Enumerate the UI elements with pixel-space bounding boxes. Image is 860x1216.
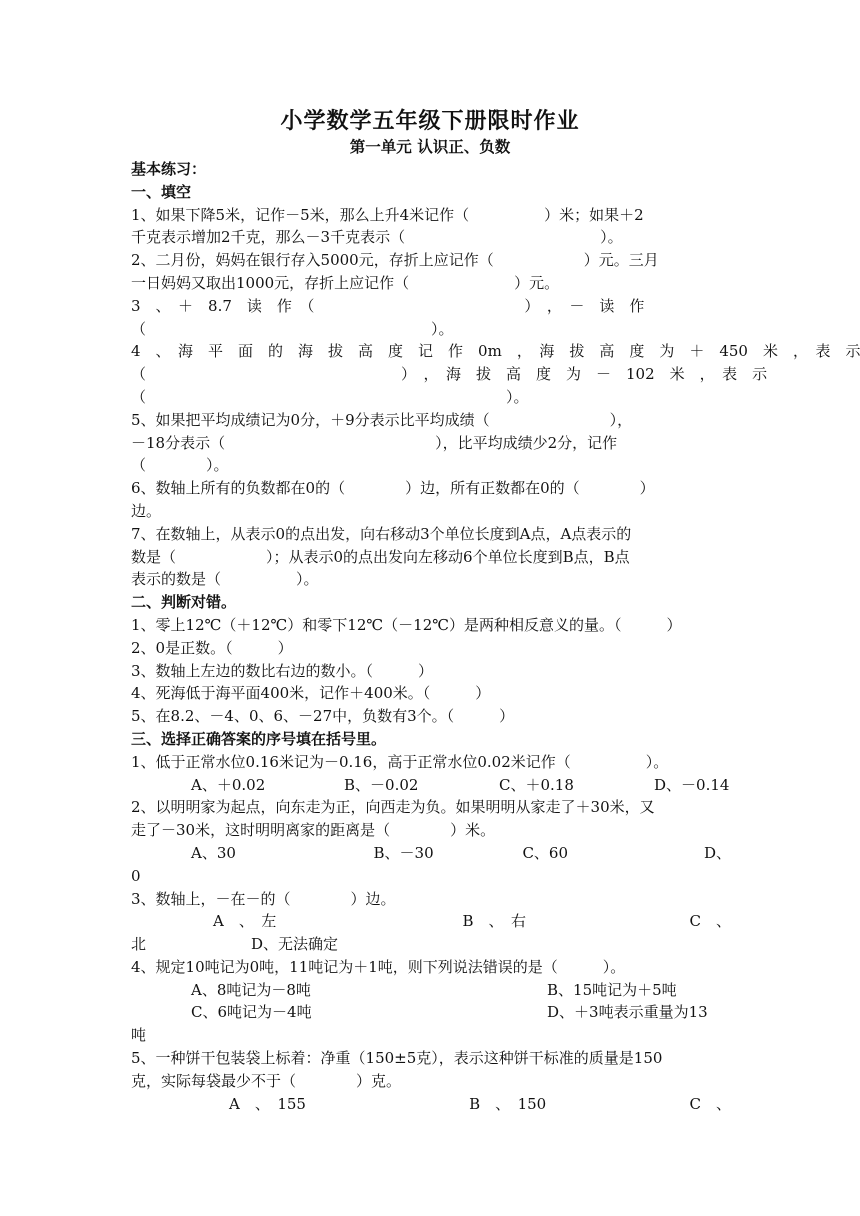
judge-item: 5、在8.2、－4、0、6、－27中，负数有3个。（ ） — [131, 707, 515, 726]
question-line: （ ） ， 海 拔 高 度 为 － 102 米 ， 表 示 — [131, 365, 768, 384]
question-line: 千克表示增加2千克，那么－3千克表示（ ）。 — [131, 228, 623, 247]
option-b: B、15吨记为＋5吨 — [547, 980, 677, 999]
question-line: 表示的数是（ ）。 — [131, 570, 319, 589]
basic-practice-label: 基本练习： — [131, 160, 207, 178]
option-d: D、＋3吨表示重量为13 — [547, 1003, 708, 1022]
option-b: B、－0.02 — [344, 775, 419, 794]
option-c: C、6吨记为－4吨 — [191, 1003, 312, 1022]
section-fill-blank-heading: 一、填空 — [131, 182, 192, 201]
options-row — [131, 842, 731, 865]
question-line: 克，实际每袋最少不于（ ）克。 — [131, 1071, 402, 1090]
options-row — [131, 1001, 731, 1024]
worksheet-content — [131, 158, 860, 1115]
question-line: 数是（ ）；从表示0的点出发向左移动6个单位长度到B点，B点 — [131, 547, 630, 566]
page-title: 小学数学五年级下册限时作业 — [280, 109, 580, 134]
options-row — [131, 910, 731, 933]
question-line: 2、以明明家为起点，向东走为正，向西走为负。如果明明从家走了＋30米，又 — [131, 798, 655, 817]
question-line: －18分表示（ ），比平均成绩少2分，记作 — [131, 433, 618, 452]
judge-item: 1、零上12℃（＋12℃）和零下12℃（－12℃）是两种相反意义的量。（ ） — [131, 615, 682, 634]
option-c-wrap: 北 — [131, 935, 147, 954]
option-b: B、－30 — [373, 843, 434, 862]
option-d: D、 — [703, 843, 731, 862]
options-row — [131, 1093, 731, 1116]
question-line: 5、如果把平均成绩记为0分，＋9分表示比平均成绩（ ）， — [131, 410, 633, 429]
option-b: B 、 右 — [462, 912, 527, 931]
question-line: 7、在数轴上，从表示0的点出发，向右移动3个单位长度到A点，A点表示的 — [131, 524, 632, 543]
question-line: 2、二月份，妈妈在银行存入5000元，存折上应记作（ ）元。三月 — [131, 251, 659, 270]
options-row — [131, 933, 731, 956]
question-line: 1、如果下降5米，记作－5米，那么上升4米记作（ ）米；如果＋2 — [131, 205, 644, 224]
question-line: 5、一种饼干包装袋上标着：净重（150±5克），表示这种饼干标准的质量是150 — [131, 1049, 663, 1068]
option-a: A 、 155 — [229, 1094, 306, 1113]
option-a: A、30 — [191, 843, 236, 862]
judge-item: 3、数轴上左边的数比右边的数小。（ ） — [131, 661, 434, 680]
question-line: （ ）。 — [131, 456, 229, 475]
question-line: 3 、 ＋ 8.7 读 作 （ ） ， － 读 作 — [131, 296, 645, 315]
option-a: A 、 左 — [213, 912, 277, 931]
option-c: C、＋0.18 — [499, 775, 574, 794]
page-subtitle: 第一单元 认识正、负数 — [349, 138, 511, 156]
question-line: 一日妈妈又取出1000元，存折上应记作（ ）元。 — [131, 273, 560, 292]
question-line: （ ）。 — [131, 319, 454, 338]
question-line: 走了－30米，这时明明离家的距离是（ ）米。 — [131, 821, 496, 840]
question-line: 4、规定10吨记为0吨，11吨记为＋1吨，则下列说法错误的是（ ）。 — [131, 957, 626, 976]
option-wrap: 吨 — [131, 1026, 147, 1045]
option-wrap: 0 — [131, 866, 141, 885]
option-c: C 、 — [689, 1094, 731, 1113]
option-a: A、＋0.02 — [191, 775, 266, 794]
option-c: C 、 — [689, 912, 731, 931]
section-choice-heading: 三、选择正确答案的序号填在括号里。 — [131, 729, 387, 748]
question-line: （ ）。 — [131, 387, 529, 406]
section-true-false-heading: 二、判断对错。 — [131, 593, 237, 612]
option-c: C、60 — [522, 843, 569, 862]
option-d: D、无法确定 — [251, 935, 339, 954]
question-line: 1、低于正常水位0.16米记为－0.16，高于正常水位0.02米记作（ ）。 — [131, 752, 669, 771]
question-line: 4 、 海 平 面 的 海 拔 高 度 记 作 0m ， 海 拔 高 度 为 ＋ 450 米 ， 表 示 — [131, 342, 860, 361]
option-a: A、8吨记为－8吨 — [191, 980, 311, 999]
question-line: 3、数轴上，－在－的（ ）边。 — [131, 889, 396, 908]
question-line: 边。 — [131, 501, 162, 520]
options-row — [131, 979, 731, 1002]
question-line: 6、数轴上所有的负数都在0的（ ）边，所有正数都在0的（ ） — [131, 479, 655, 498]
judge-item: 4、死海低于海平面400米，记作＋400米。（ ） — [131, 684, 491, 703]
option-b: B 、 150 — [469, 1094, 547, 1113]
judge-item: 2、0是正数。（ ） — [131, 638, 293, 657]
option-d: D、－0.14 — [654, 775, 730, 794]
options-row — [131, 774, 731, 797]
